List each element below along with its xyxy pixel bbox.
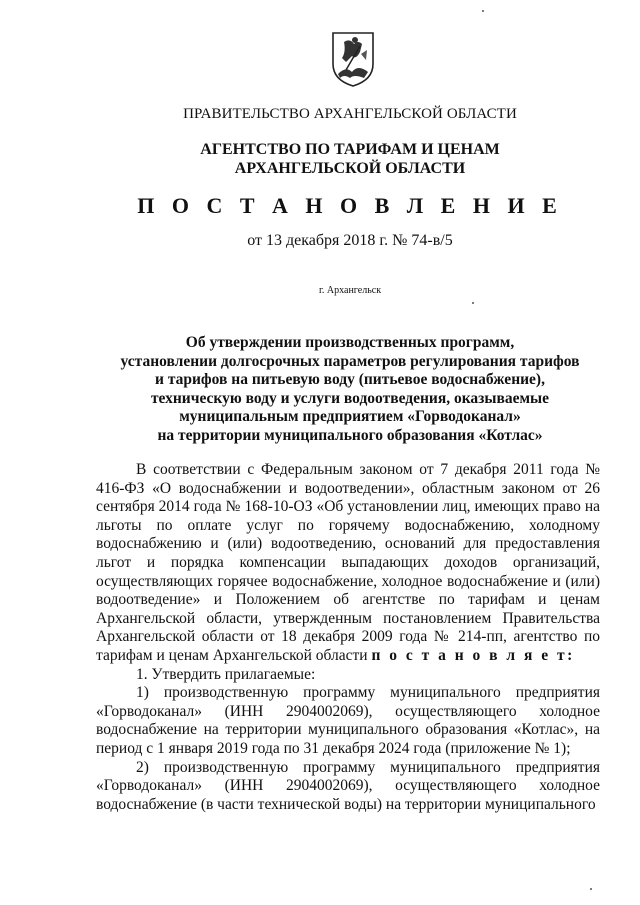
subject-line: и тарифов на питьевую воду (питьевое водоснабжение),	[155, 371, 545, 388]
scan-speck	[482, 10, 484, 12]
scan-speck	[590, 888, 592, 890]
subject-line: на территории муниципального образования «Котлас»	[157, 426, 543, 444]
agency-heading	[0, 140, 640, 178]
preamble-paragraph	[96, 461, 600, 666]
arkhangelsk-coat-of-arms-icon	[330, 30, 376, 88]
city-label: г. Архангельск	[318, 285, 382, 296]
document-type-title: П О С Т А Н О В Л Е Н И Е	[137, 193, 563, 218]
subject-line: муниципальным предприятием «Горводоканал»	[179, 408, 521, 425]
subpoint-1: 1) производственную программу муниципального предприятия «Горводоканал» (ИНН 2904002069), осуществляющего холодное водоснабжение на территории муниципального образования «Котлас», на период с 1 января 2019 года по 31 декабря 2024 года (приложение № 1);	[96, 684, 600, 757]
subject-line: установлении долгосрочных параметров регулирования тарифов	[120, 352, 580, 370]
date-and-number: от 13 декабря 2018 г. № 74-в/5	[247, 232, 453, 249]
agency-line: АРХАНГЕЛЬСКОЙ ОБЛАСТИ	[234, 160, 466, 177]
scan-speck	[472, 302, 474, 304]
subject-line: Об утверждении производственных программ,	[185, 334, 515, 351]
document-body	[96, 461, 600, 814]
subpoint-2: 2) производственную программу муниципального предприятия «Горводоканал» (ИНН 2904002069), осуществляющего холодное водоснабжение (в части технической воды) на территории муниципального	[96, 758, 600, 813]
subject-heading	[0, 334, 640, 445]
agency-line: АГЕНТСТВО ПО ТАРИФАМ И ЦЕНАМ	[200, 141, 500, 158]
government-heading: ПРАВИТЕЛЬСТВО АРХАНГЕЛЬСКОЙ ОБЛАСТИ	[183, 106, 517, 122]
subject-line: техническую воду и услуги водоотведения, оказываемые	[150, 389, 550, 407]
preamble-text: В соответствии с Федеральным законом от 7 декабря 2011 года № 416-ФЗ «О водоснабжении и водоотведении», областным законом от 26 сентября 2014 года № 168-10-ОЗ «Об установлении лиц, имеющих право на льготы по оплате услуг по горячему водоснабжению, холодному водоснабжению и (или) водоотведению, оснований для предоставления льгот и порядка компенсации выпадающих доходов организаций, осуществляющих горячее водоснабжение, холодное водоснабжение и (или) водоотведение» и Положением об агентстве по тарифам и ценам Архангельской области, утвержденным постановлением Правительства Архангельской области от 18 декабря 2009 года № 214-пп, агентство по тарифам и ценам Архангельской области	[96, 461, 600, 664]
resolves-word: п о с т а н о в л я е т:	[371, 646, 575, 664]
point-1: 1. Утвердить прилагаемые:	[136, 665, 316, 683]
